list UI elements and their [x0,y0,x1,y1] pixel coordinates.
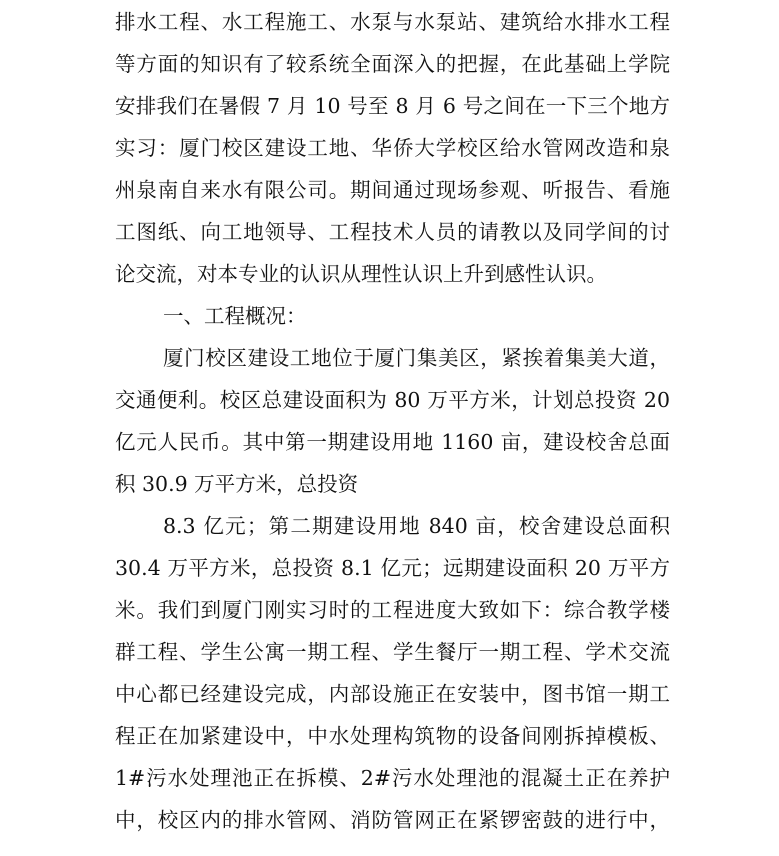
paragraph-first-line: 8.3 亿元；第二期建设用地 840 亩，校舍建设总面积 [163,514,670,538]
section-heading: 一、工程概况： [163,304,307,328]
text-line: 交通便利。校区总建设面积为 80 万平方米，计划总投资 20 [115,388,670,412]
text-line: 程正在加紧建设中，中水处理构筑物的设备间刚拆掉模板、 [115,724,670,748]
text-line: 工图纸、向工地领导、工程技术人员的请教以及同学间的讨 [115,220,670,244]
text-line: 中心都已经建设完成，内部设施正在安装中，图书馆一期工 [115,682,670,706]
text-line: 实习：厦门校区建设工地、华侨大学校区给水管网改造和泉 [115,136,670,160]
text-line: 中，校区内的排水管网、消防管网正在紧锣密鼓的进行中， [115,808,670,832]
text-line: 等方面的知识有了较系统全面深入的把握，在此基础上学院 [115,52,670,76]
text-line: 米。我们到厦门刚实习时的工程进度大致如下：综合教学楼 [115,598,670,622]
text-line: 排水工程、水工程施工、水泵与水泵站、建筑给水排水工程 [115,10,670,34]
text-line: 亿元人民币。其中第一期建设用地 1160 亩，建设校舍总面 [115,430,670,454]
text-line: 群工程、学生公寓一期工程、学生餐厅一期工程、学术交流 [115,640,670,664]
text-line: 州泉南自来水有限公司。期间通过现场参观、听报告、看施 [115,178,670,202]
text-line: 安排我们在暑假 7 月 10 号至 8 月 6 号之间在一下三个地方 [115,94,670,118]
paragraph-end-line: 论交流，对本专业的认识从理性认识上升到感性认识。 [115,262,607,286]
text-line: 1#污水处理池正在拆模、2#污水处理池的混凝土正在养护 [115,766,670,790]
paragraph-first-line: 厦门校区建设工地位于厦门集美区，紧挨着集美大道， [163,346,670,370]
text-line: 30.4 万平方米，总投资 8.1 亿元；远期建设面积 20 万平方 [115,556,670,580]
paragraph-end-line: 积 30.9 万平方米，总投资 [115,472,359,496]
